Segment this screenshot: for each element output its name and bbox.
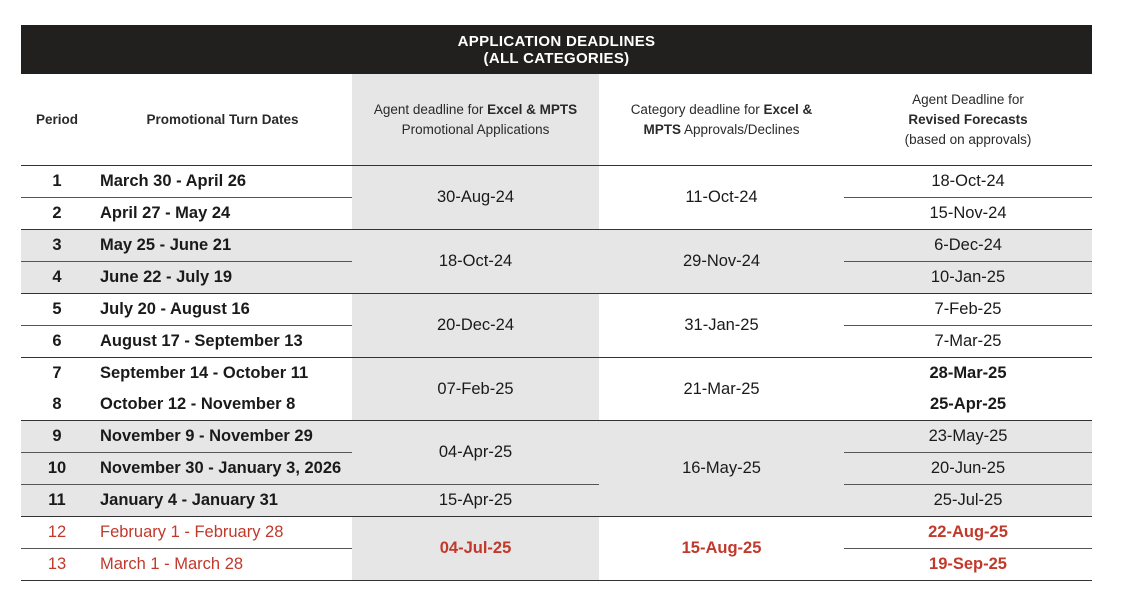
forecast-cell: 6-Dec-24 [844, 230, 1092, 262]
dates-cell: June 22 - July 19 [93, 262, 352, 294]
period-cell: 11 [21, 485, 93, 517]
category-deadline-cell: 21-Mar-25 [599, 358, 844, 421]
dates-cell: July 20 - August 16 [93, 294, 352, 326]
period-cell: 12 [21, 517, 93, 549]
dates-cell: March 1 - March 28 [93, 549, 352, 581]
forecast-cell: 10-Jan-25 [844, 262, 1092, 294]
header-forecast-deadline: Agent Deadline for Revised Forecasts (based on approvals) [844, 74, 1092, 166]
forecast-cell: 15-Nov-24 [844, 198, 1092, 230]
header-period: Period [21, 74, 93, 166]
dates-cell: January 4 - January 31 [93, 485, 352, 517]
period-cell: 10 [21, 453, 93, 485]
dates-cell: October 12 - November 8 [93, 389, 352, 421]
forecast-cell: 19-Sep-25 [844, 549, 1092, 581]
forecast-cell: 25-Jul-25 [844, 485, 1092, 517]
period-cell: 3 [21, 230, 93, 262]
table-row [21, 166, 1092, 198]
period-cell: 9 [21, 421, 93, 453]
category-deadline-cell: 29-Nov-24 [599, 230, 844, 294]
header-dates: Promotional Turn Dates [93, 74, 352, 166]
dates-cell: April 27 - May 24 [93, 198, 352, 230]
period-cell: 4 [21, 262, 93, 294]
category-deadline-cell: 11-Oct-24 [599, 166, 844, 230]
dates-cell: November 30 - January 3, 2026 [93, 453, 352, 485]
dates-cell: September 14 - October 11 [100, 364, 309, 382]
table-row [21, 485, 1092, 517]
dates-cell: August 17 - September 13 [93, 326, 352, 358]
header-agent-deadline: Agent deadline for Excel & MPTS Promotional Applications [352, 74, 599, 166]
forecast-cell: 28-Mar-25 [929, 364, 1007, 382]
agent-deadline-cell: 04-Apr-25 [438, 443, 513, 461]
agent-deadline-cell: 20-Dec-24 [352, 294, 599, 358]
period-cell: 13 [21, 549, 93, 581]
title-line-2: (ALL CATEGORIES) [483, 49, 630, 67]
title-line-1: APPLICATION DEADLINES [457, 32, 656, 50]
forecast-cell: 7-Feb-25 [844, 294, 1092, 326]
table-row [21, 230, 1092, 262]
table-row [21, 294, 1092, 326]
agent-deadline-cell: 07-Feb-25 [352, 358, 599, 421]
table-title [21, 25, 1092, 74]
period-cell: 7 [52, 364, 62, 382]
deadlines-table [21, 74, 1092, 581]
forecast-cell: 18-Oct-24 [844, 166, 1092, 198]
forecast-cell: 22-Aug-25 [844, 517, 1092, 549]
table-row [21, 358, 1092, 390]
dates-cell: May 25 - June 21 [93, 230, 352, 262]
agent-deadline-cell: 30-Aug-24 [352, 166, 599, 230]
agent-deadline-cell: 18-Oct-24 [352, 230, 599, 294]
dates-cell: November 9 - November 29 [93, 421, 352, 453]
header-row [21, 74, 1092, 166]
forecast-cell: 20-Jun-25 [844, 453, 1092, 485]
period-cell: 1 [21, 166, 93, 198]
period-cell: 8 [21, 389, 93, 421]
dates-cell: February 1 - February 28 [93, 517, 352, 549]
forecast-cell: 7-Mar-25 [844, 326, 1092, 358]
forecast-cell: 23-May-25 [844, 421, 1092, 453]
agent-deadline-cell: 15-Apr-25 [352, 485, 599, 517]
dates-cell: March 30 - April 26 [93, 166, 352, 198]
category-deadline-cell: 16-May-25 [599, 421, 844, 517]
period-cell: 2 [21, 198, 93, 230]
agent-deadline-cell: 04-Jul-25 [352, 517, 599, 581]
category-deadline-cell: 15-Aug-25 [599, 517, 844, 581]
category-deadline-cell: 31-Jan-25 [599, 294, 844, 358]
table-row [21, 517, 1092, 549]
header-category-deadline: Category deadline for Excel & MPTS Approvals/Declines [599, 74, 844, 166]
period-cell: 6 [21, 326, 93, 358]
period-cell: 5 [21, 294, 93, 326]
forecast-cell: 25-Apr-25 [844, 389, 1092, 421]
table-row [21, 421, 1092, 453]
